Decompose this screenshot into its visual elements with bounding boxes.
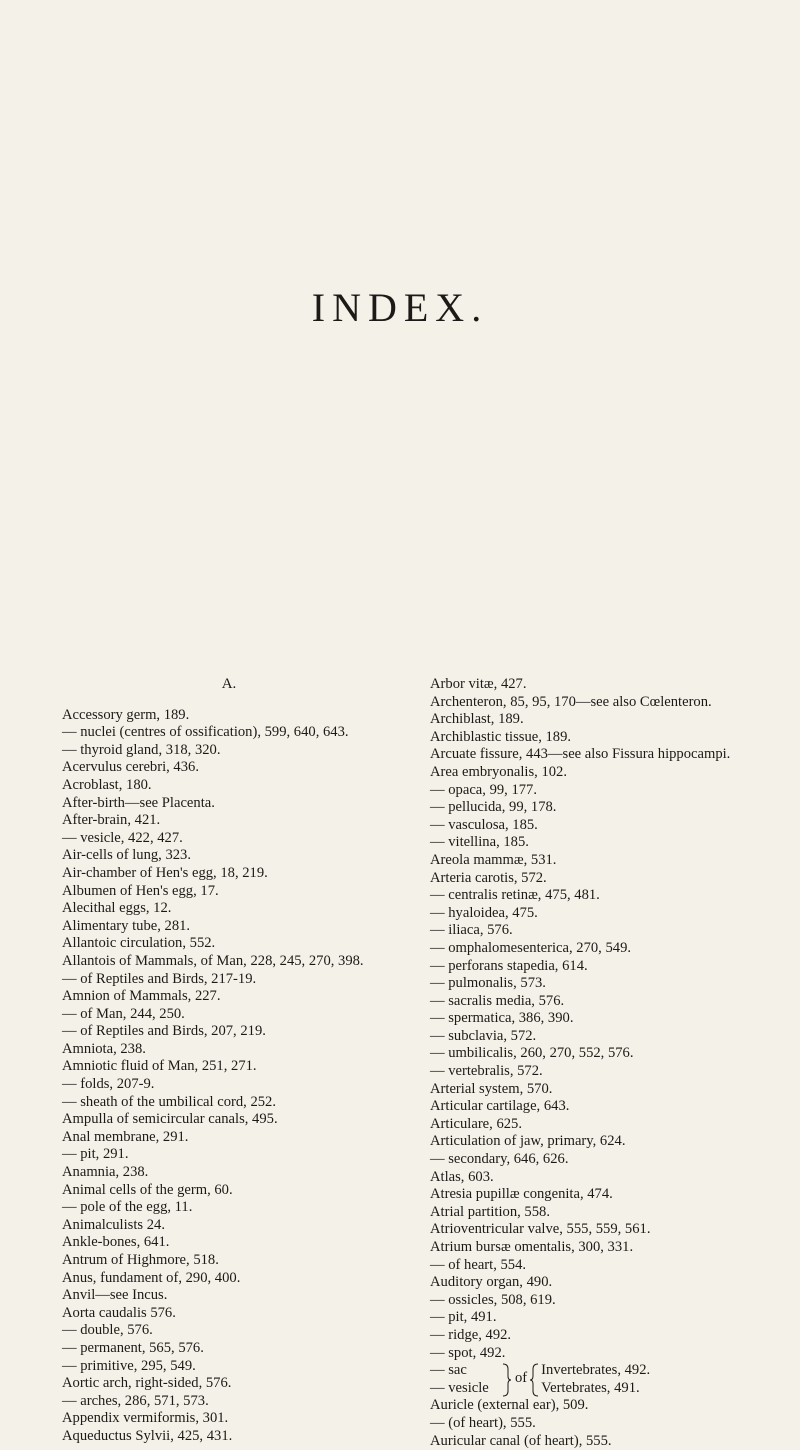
index-entry: — double, 576. bbox=[62, 1322, 153, 1339]
index-entry: After-birth—see Placenta. bbox=[62, 794, 215, 811]
index-entry: — (of heart), 555. bbox=[430, 1414, 536, 1431]
section-letter: A. bbox=[221, 676, 237, 692]
index-entry: — of Reptiles and Birds, 217-19. bbox=[62, 970, 257, 987]
index-entry: Accessory germ, 189. bbox=[62, 706, 190, 723]
index-entry: Articulation of jaw, primary, 624. bbox=[430, 1133, 626, 1150]
index-entry: Anal membrane, 291. bbox=[62, 1128, 189, 1145]
index-entry: — pole of the egg, 11. bbox=[62, 1199, 193, 1216]
index-entry: Archiblastic tissue, 189. bbox=[430, 728, 572, 745]
index-entry: Albumen of Hen's egg, 17. bbox=[62, 882, 219, 899]
right-entry-list-bottom bbox=[430, 1397, 772, 1450]
index-entry: Aorta caudalis 576. bbox=[62, 1304, 176, 1321]
index-entry: — thyroid gland, 318, 320. bbox=[62, 741, 221, 758]
index-entry: Acervulus cerebri, 436. bbox=[62, 759, 199, 776]
index-entry: Amnion of Mammals, 227. bbox=[62, 988, 221, 1005]
index-entry: — spot, 492. bbox=[430, 1344, 506, 1361]
index-entry: — sheath of the umbilical cord, 252. bbox=[62, 1093, 276, 1110]
left-entry-list bbox=[62, 707, 396, 1446]
left-column bbox=[62, 676, 396, 1446]
index-entry: Areola mammæ, 531. bbox=[430, 851, 557, 868]
page-title: INDEX. bbox=[311, 285, 489, 330]
right-brace-icon bbox=[502, 1363, 512, 1397]
index-entry: — pit, 291. bbox=[62, 1146, 129, 1163]
auditory-sac-vesicle-entry bbox=[430, 1362, 772, 1397]
index-entry: Arteria carotis, 572. bbox=[430, 869, 547, 886]
index-entry: — of Man, 244, 250. bbox=[62, 1005, 185, 1022]
index-entry: — pit, 491. bbox=[430, 1309, 497, 1326]
index-entry: — opaca, 99, 177. bbox=[430, 781, 537, 798]
index-entry: — vesicle, 422, 427. bbox=[62, 829, 183, 846]
index-entry: — folds, 207-9. bbox=[62, 1076, 155, 1093]
index-entry: Anus, fundament of, 290, 400. bbox=[62, 1269, 241, 1286]
index-entry: — centralis retinæ, 475, 481. bbox=[430, 887, 600, 904]
left-brace-icon bbox=[529, 1363, 539, 1397]
right-entry-list-top bbox=[430, 676, 772, 1362]
index-entry: — pulmonalis, 573. bbox=[430, 975, 546, 992]
index-entry: — ridge, 492. bbox=[430, 1326, 512, 1343]
index-entry: — nuclei (centres of ossification), 599, 640, 643. bbox=[62, 724, 349, 741]
index-entry: Archiblast, 189. bbox=[430, 711, 524, 728]
index-entry: — sacralis media, 576. bbox=[430, 992, 565, 1009]
index-entry: Aortic arch, right-sided, 576. bbox=[62, 1375, 232, 1392]
index-entry: Atlas, 603. bbox=[430, 1168, 494, 1185]
index-entry: Arcuate fissure, 443—see also Fissura hippocampi. bbox=[430, 746, 731, 763]
index-entry: Archenteron, 85, 95, 170—see also Cœlenteron. bbox=[430, 693, 712, 710]
index-entry: Articular cartilage, 643. bbox=[430, 1098, 570, 1115]
index-entry: — of Reptiles and Birds, 207, 219. bbox=[62, 1023, 266, 1040]
brace-left-line-1: — sac bbox=[430, 1362, 467, 1379]
index-entry: Atrium bursæ omentalis, 300, 331. bbox=[430, 1239, 634, 1255]
index-entry: Aqueductus Sylvii, 425, 431. bbox=[62, 1427, 233, 1444]
index-entry: Auricle (external ear), 509. bbox=[430, 1397, 589, 1414]
index-entry: Appendix vermiformis, 301. bbox=[62, 1410, 229, 1427]
index-entry: Arterial system, 570. bbox=[430, 1080, 553, 1097]
index-entry: — iliaca, 576. bbox=[430, 922, 513, 939]
index-entry: Anamnia, 238. bbox=[62, 1164, 149, 1181]
index-entry: Auditory organ, 490. bbox=[430, 1274, 553, 1291]
index-entry: Anvil—see Incus. bbox=[62, 1287, 168, 1304]
index-entry: — primitive, 295, 549. bbox=[62, 1357, 196, 1374]
index-entry: — subclavia, 572. bbox=[430, 1027, 537, 1044]
brace-middle-word: of bbox=[515, 1370, 528, 1387]
brace-right-line-2: Vertebrates, 491. bbox=[541, 1379, 640, 1396]
index-entry: Animalculists 24. bbox=[62, 1216, 165, 1233]
index-entry: Arbor vitæ, 427. bbox=[430, 676, 527, 692]
index-entry: Atresia pupillæ congenita, 474. bbox=[430, 1186, 613, 1203]
index-entry: Amniotic fluid of Man, 251, 271. bbox=[62, 1058, 257, 1075]
index-entry: — vitellina, 185. bbox=[430, 834, 529, 851]
index-entry: Air-chamber of Hen's egg, 18, 219. bbox=[62, 864, 268, 881]
index-entry: Antrum of Highmore, 518. bbox=[62, 1252, 219, 1268]
index-entry: — omphalomesenterica, 270, 549. bbox=[430, 939, 632, 956]
index-entry: — arches, 286, 571, 573. bbox=[62, 1392, 209, 1409]
right-column bbox=[430, 676, 772, 1450]
index-entry: — vasculosa, 185. bbox=[430, 816, 538, 833]
index-entry: Acroblast, 180. bbox=[62, 776, 152, 793]
brace-right-line-1: Invertebrates, 492. bbox=[541, 1362, 651, 1379]
index-entry: Articulare, 625. bbox=[430, 1115, 522, 1132]
index-entry: — permanent, 565, 576. bbox=[62, 1339, 204, 1356]
index-entry: — pellucida, 99, 178. bbox=[430, 799, 557, 816]
index-entry: Alimentary tube, 281. bbox=[62, 917, 191, 934]
index-entry: Air-cells of lung, 323. bbox=[62, 847, 191, 864]
index-entry: Atrial partition, 558. bbox=[430, 1203, 550, 1220]
index-entry: Alecithal eggs, 12. bbox=[62, 900, 172, 917]
index-entry: — spermatica, 386, 390. bbox=[430, 1010, 574, 1027]
index-entry: Ankle-bones, 641. bbox=[62, 1234, 170, 1251]
index-entry: Ampulla of semicircular canals, 495. bbox=[62, 1111, 278, 1128]
index-entry: — ossicles, 508, 619. bbox=[430, 1291, 556, 1308]
index-entry: Allantois of Mammals, of Man, 228, 245, 270, 398. bbox=[62, 952, 364, 969]
index-entry: Auricular canal (of heart), 555. bbox=[430, 1432, 612, 1449]
brace-left-line-2: — vesicle bbox=[430, 1379, 489, 1396]
index-entry: — of heart, 554. bbox=[430, 1256, 527, 1273]
index-entry: — umbilicalis, 260, 270, 552, 576. bbox=[430, 1045, 634, 1062]
index-entry: Atrioventricular valve, 555, 559, 561. bbox=[430, 1221, 651, 1238]
index-entry: After-brain, 421. bbox=[62, 812, 161, 829]
index-entry: Allantoic circulation, 552. bbox=[62, 935, 216, 952]
index-entry: Amniota, 238. bbox=[62, 1040, 146, 1057]
index-entry: — perforans stapedia, 614. bbox=[430, 957, 588, 974]
index-entry: Animal cells of the germ, 60. bbox=[62, 1181, 233, 1198]
index-entry: — secondary, 646, 626. bbox=[430, 1151, 569, 1168]
index-entry: Area embryonalis, 102. bbox=[430, 763, 567, 780]
index-entry: — vertebralis, 572. bbox=[430, 1063, 543, 1080]
index-entry: — hyaloidea, 475. bbox=[430, 904, 538, 921]
